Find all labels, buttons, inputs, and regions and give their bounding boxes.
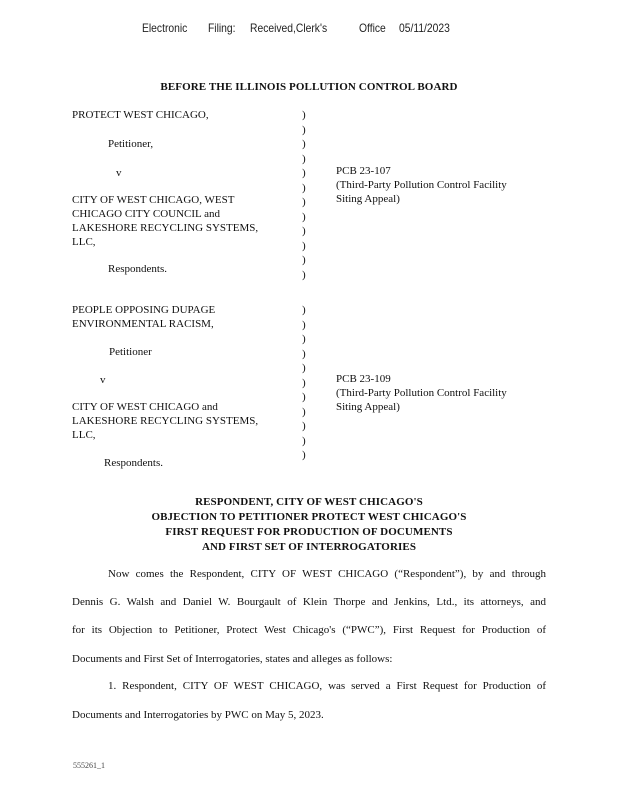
doc-title-line: FIRST REQUEST FOR PRODUCTION OF DOCUMENTS xyxy=(165,526,453,538)
case2-petitioner-line: PEOPLE OPPOSING DUPAGE xyxy=(72,304,216,316)
filing-stamp-date: 05/11/2023 xyxy=(399,21,450,35)
filing-stamp-received: Received,Clerk's xyxy=(250,21,328,35)
body-para1-line: Dennis G. Walsh and Daniel W. Bourgault of Klein Thorpe and Jenkins, Ltd., its attorneys, and xyxy=(72,596,546,608)
board-title: BEFORE THE ILLINOIS POLLUTION CONTROL BOARD xyxy=(160,81,458,93)
case2-appeal-line2: Siting Appeal) xyxy=(336,401,400,413)
filing-stamp-office: Office xyxy=(359,21,386,35)
case2-pcb-number: PCB 23-109 xyxy=(336,373,391,385)
case1-petitioner-name: PROTECT WEST CHICAGO, xyxy=(72,109,209,121)
case2-versus: v xyxy=(100,374,106,386)
case1-versus: v xyxy=(116,167,122,179)
filing-stamp-electronic: Electronic xyxy=(142,21,188,35)
body-para1-line: Documents and First Set of Interrogatories, states and alleges as follows: xyxy=(72,653,393,665)
body-para1-line: Now comes the Respondent, CITY OF WEST CHICAGO (“Respondent”), by and through xyxy=(108,568,546,580)
case2-respondents-line: LLC, xyxy=(72,429,96,441)
case1-respondents-line: LAKESHORE RECYCLING SYSTEMS, xyxy=(72,222,259,234)
filing-stamp-filing: Filing: xyxy=(208,21,236,35)
case2-respondents-line: LAKESHORE RECYCLING SYSTEMS, xyxy=(72,415,259,427)
case2-paren-column: ) ) ) ) ) ) ) ) ) ) ) xyxy=(302,304,306,461)
case2-petitioner-role: Petitioner xyxy=(109,346,152,358)
body-para2-line: 1. Respondent, CITY OF WEST CHICAGO, was served a First Request for Production of xyxy=(108,680,546,692)
case1-respondents-line: CITY OF WEST CHICAGO, WEST xyxy=(72,194,235,206)
case2-respondents-role: Respondents. xyxy=(104,457,163,469)
doc-title-line: AND FIRST SET OF INTERROGATORIES xyxy=(201,541,417,553)
case1-appeal-line2: Siting Appeal) xyxy=(336,193,400,205)
case1-respondents-line: LLC, xyxy=(72,236,96,248)
case1-petitioner-role: Petitioner, xyxy=(108,138,154,150)
case2-appeal-line1: (Third-Party Pollution Control Facility xyxy=(336,387,507,399)
case1-respondents-line: CHICAGO CITY COUNCIL and xyxy=(72,208,220,220)
footer-document-id: 555261_1 xyxy=(73,761,105,770)
case2-respondents-line: CITY OF WEST CHICAGO and xyxy=(72,401,218,413)
case1-paren-column: ) ) ) ) ) ) ) ) ) ) ) ) xyxy=(302,109,306,281)
body-para1-line: for its Objection to Petitioner, Protect West Chicago's (“PWC”), First Request for Production of xyxy=(72,624,546,636)
case1-appeal-line1: (Third-Party Pollution Control Facility xyxy=(336,179,507,191)
body-para2-line: Documents and Interrogatories by PWC on May 5, 2023. xyxy=(72,709,324,721)
case2-petitioner-line: ENVIRONMENTAL RACISM, xyxy=(72,318,214,330)
case1-pcb-number: PCB 23-107 xyxy=(336,165,391,177)
doc-title-line: RESPONDENT, CITY OF WEST CHICAGO'S xyxy=(195,496,423,508)
doc-title-line: OBJECTION TO PETITIONER PROTECT WEST CHICAGO'S xyxy=(151,511,467,523)
case1-respondents-role: Respondents. xyxy=(108,263,167,275)
